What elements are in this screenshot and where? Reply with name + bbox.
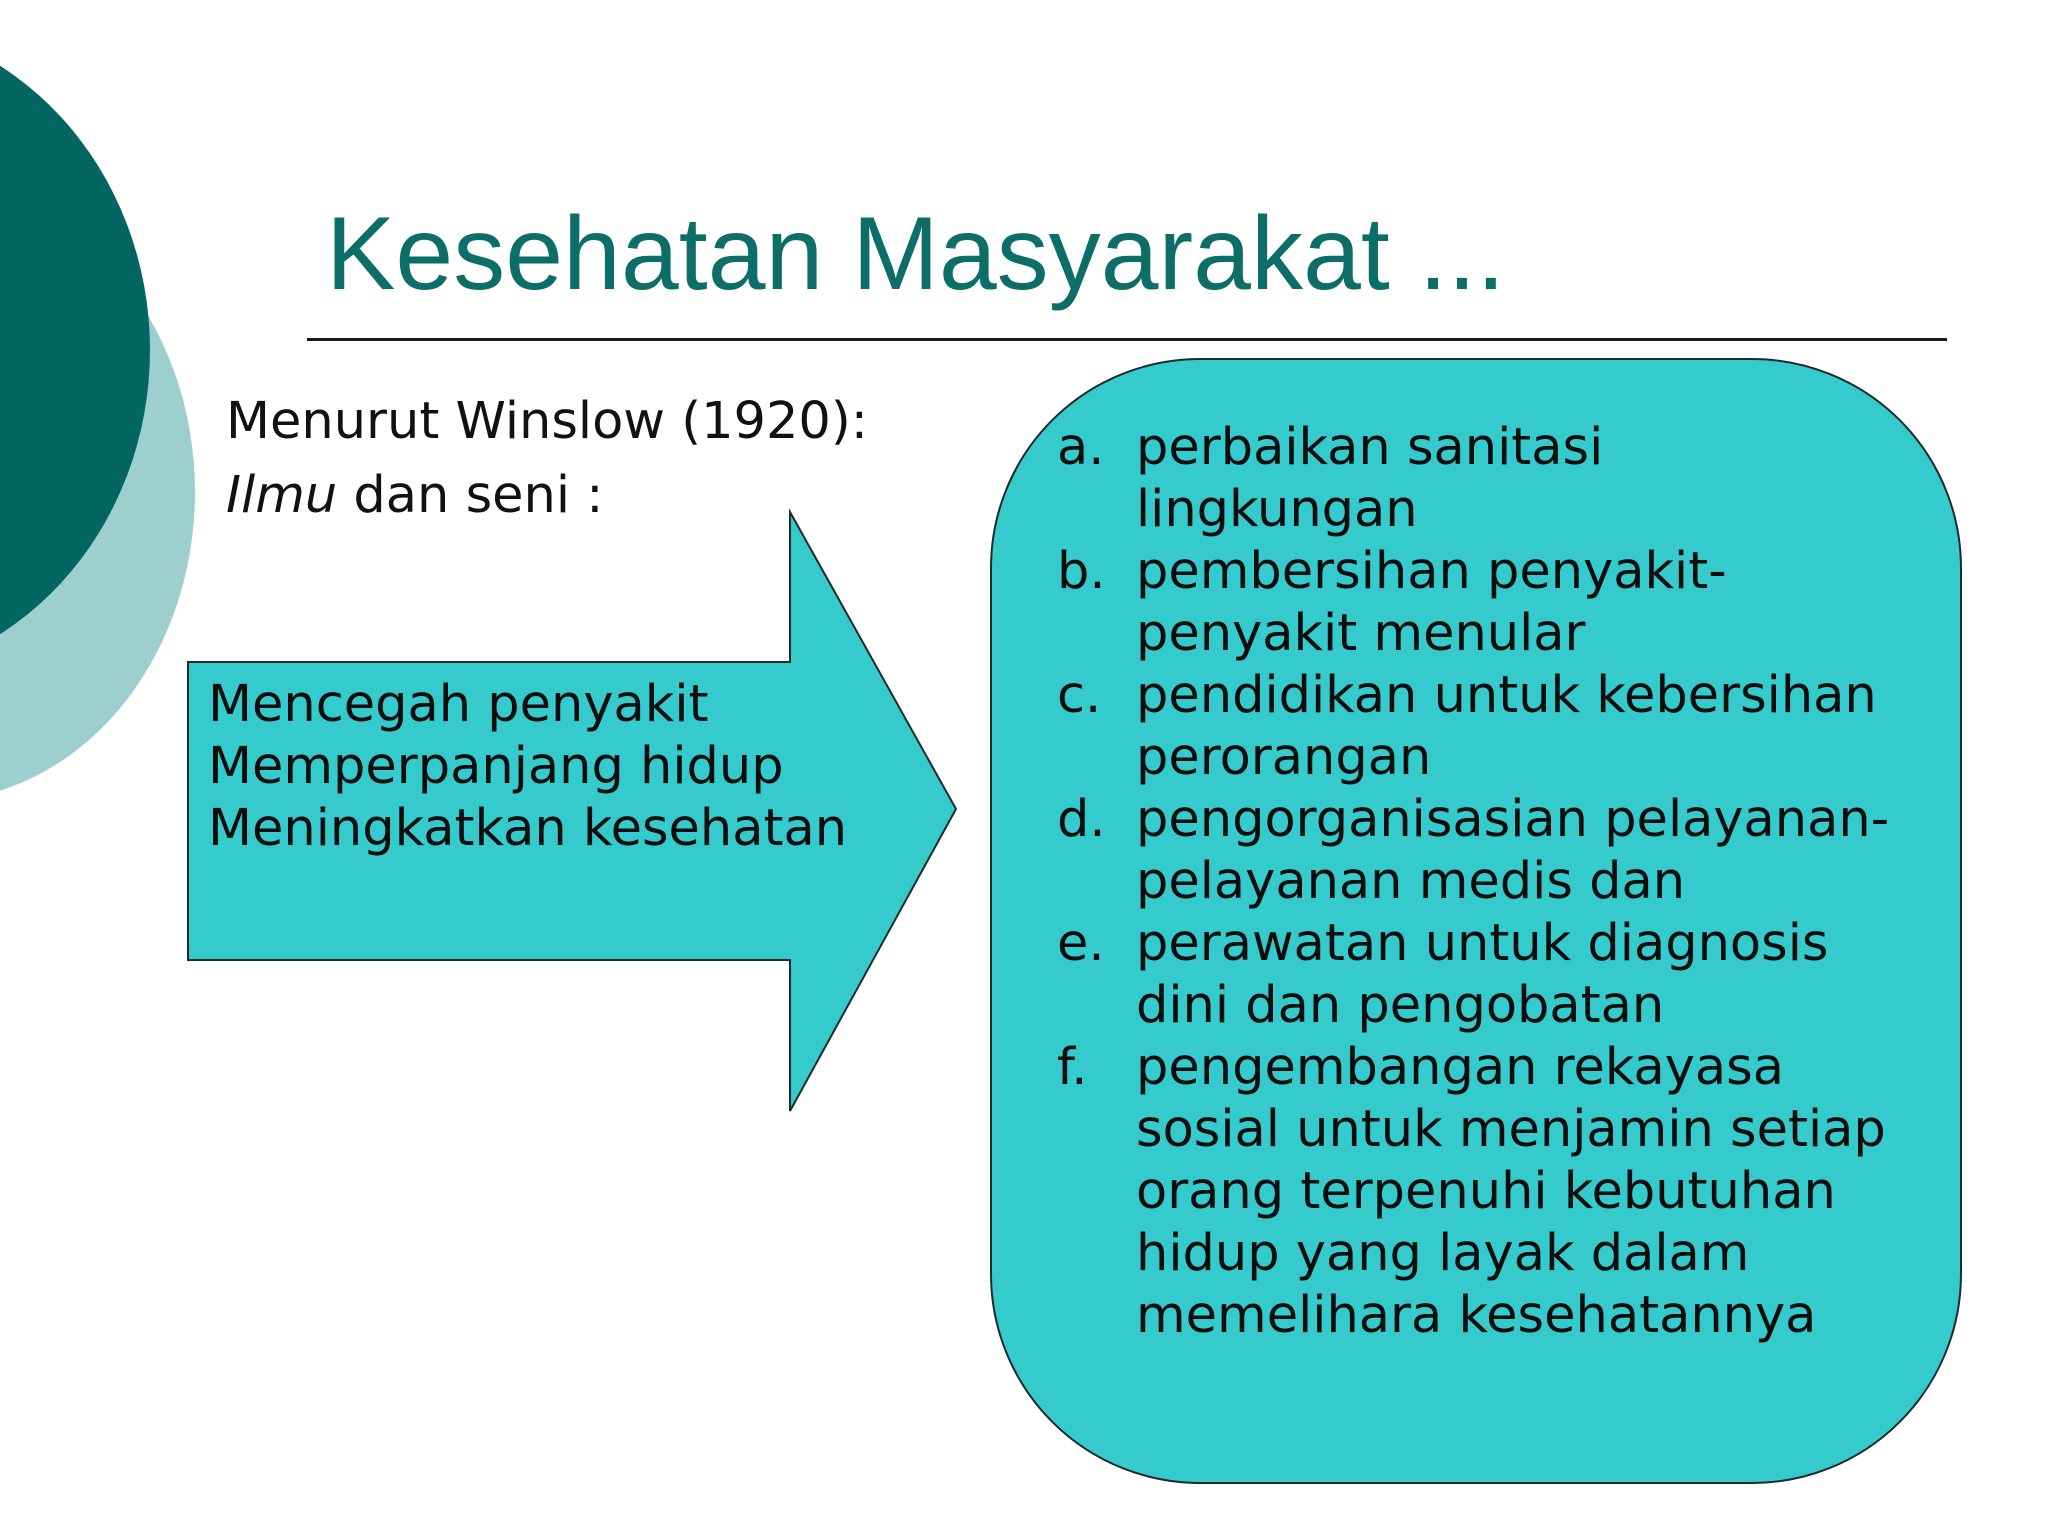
- intro-source: Menurut Winslow (1920):: [226, 392, 868, 451]
- intro-definition-rest: dan seni :: [337, 466, 604, 525]
- list-item-text: pengorganisasian pelayanan- pelayanan medis dan: [1136, 790, 1890, 911]
- definition-list: [1057, 417, 1889, 1347]
- list-marker: e.: [1057, 914, 1105, 973]
- list-item: [1057, 789, 1889, 913]
- arrow-line-1: Mencegah penyakit: [208, 675, 709, 734]
- slide-title: Kesehatan Masyarakat ...: [326, 196, 1506, 312]
- arrow-line-3: Meningkatkan kesehatan: [208, 799, 848, 858]
- list-item: [1057, 417, 1889, 541]
- list-marker: c.: [1057, 666, 1102, 725]
- list-item: [1057, 1037, 1889, 1347]
- arrow-line-2: Memperpanjang hidup: [208, 737, 784, 796]
- list-item-text: pendidikan untuk kebersihan perorangan: [1136, 666, 1877, 787]
- list-item: [1057, 665, 1889, 789]
- list-marker: d.: [1057, 790, 1106, 849]
- list-marker: a.: [1057, 418, 1105, 477]
- intro-emphasis: Ilmu: [226, 466, 338, 525]
- list-item: [1057, 541, 1889, 665]
- list-marker: f.: [1057, 1038, 1088, 1097]
- list-item: [1057, 913, 1889, 1037]
- list-item-text: pengembangan rekayasa sosial untuk menjamin setiap orang terpenuhi kebutuhan hidup yang layak dalam memelihara kesehatannya: [1136, 1038, 1886, 1345]
- arrow-text: [208, 674, 847, 860]
- list-item-text: perawatan untuk diagnosis dini dan pengobatan: [1136, 914, 1829, 1035]
- list-marker: b.: [1057, 542, 1106, 601]
- list-item-text: perbaikan sanitasi lingkungan: [1136, 418, 1604, 539]
- list-item-text: pembersihan penyakit- penyakit menular: [1136, 542, 1727, 663]
